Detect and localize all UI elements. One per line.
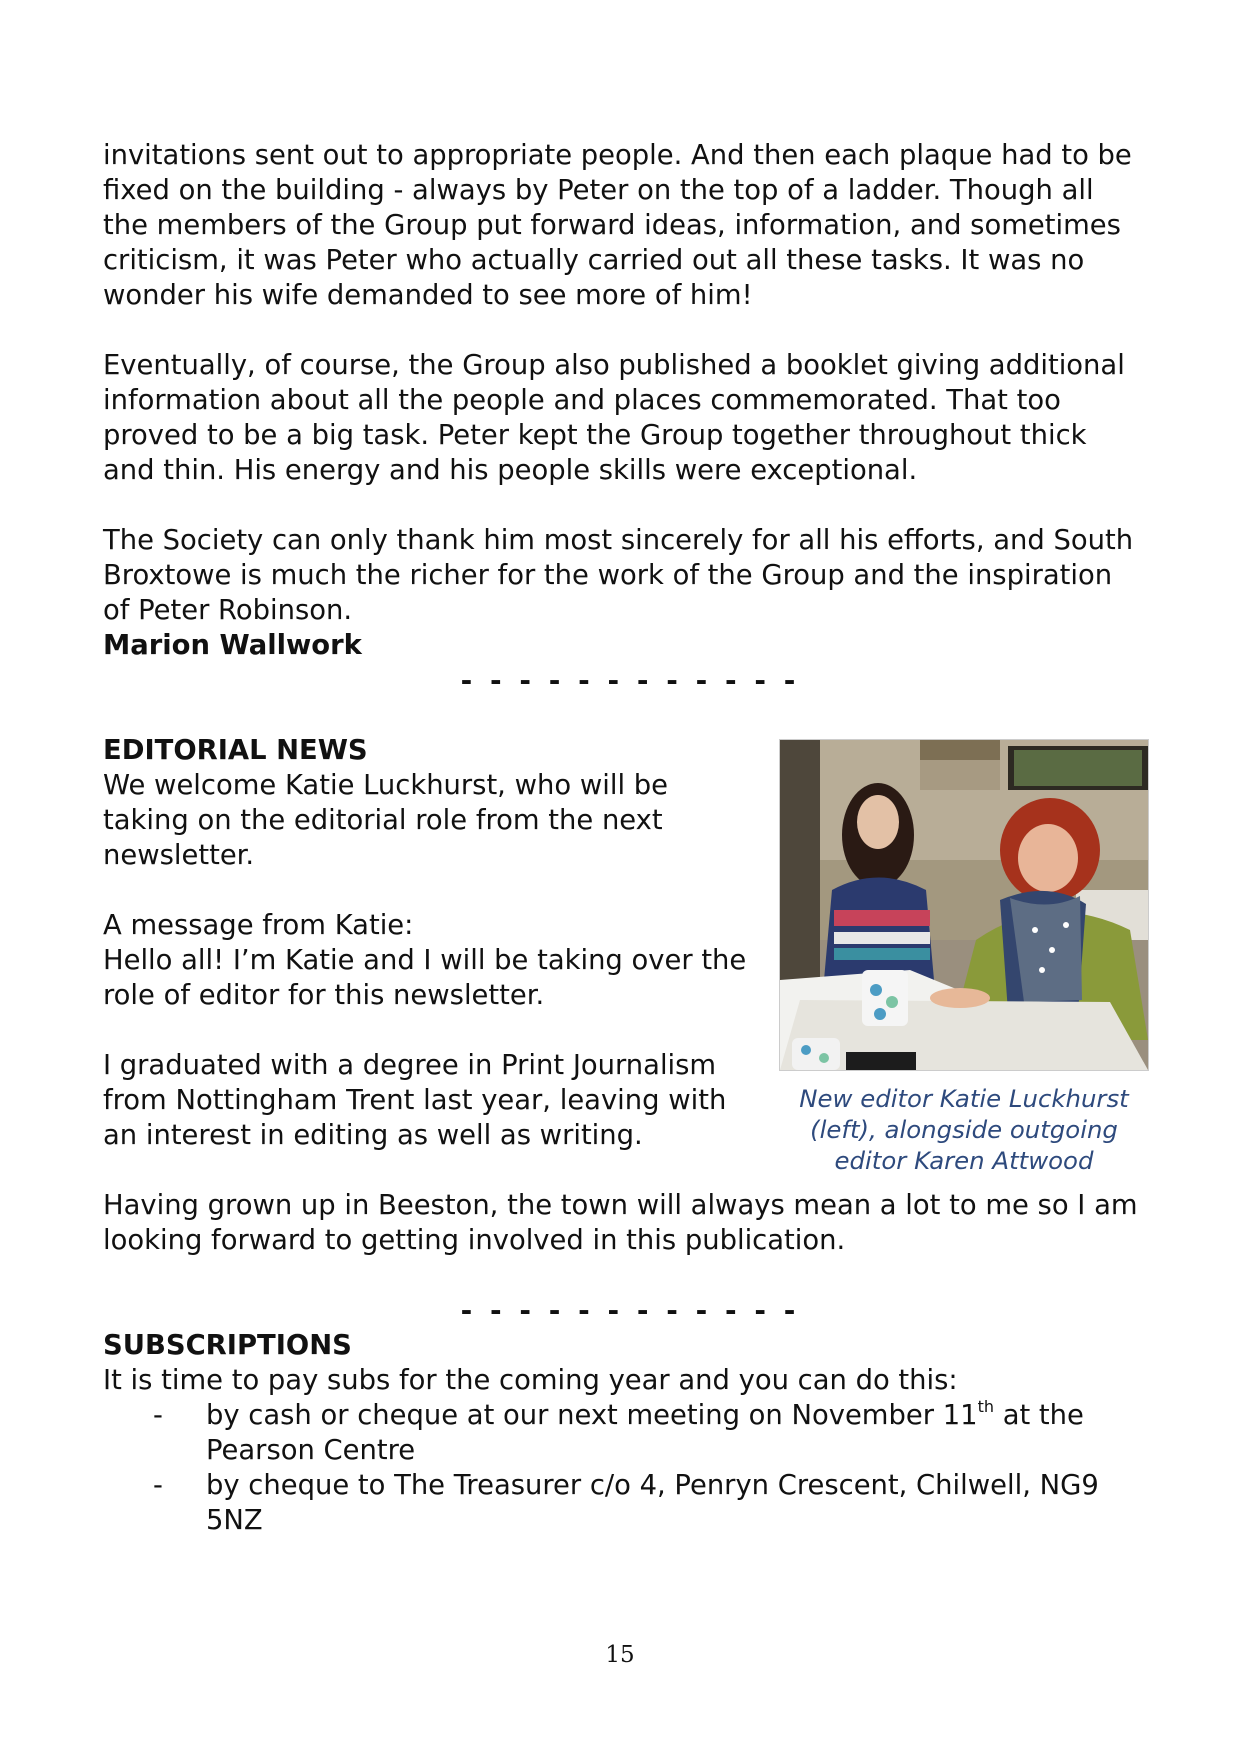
ordinal-suffix: th <box>977 1397 994 1416</box>
list-item-text: by cash or cheque at our next meeting on November 11 <box>206 1400 978 1431</box>
payment-options-list <box>103 1398 1143 1538</box>
paragraph: invitations sent out to appropriate people. And then each plaque had to be fixed on the building - always by Peter on the top of a ladder. Though all the members of the Group put forward ideas, information, and sometimes criticism, it was Peter who actually carried out all these tasks. It was no wonder his wife demanded to see more of him! <box>103 140 1132 311</box>
list-item <box>103 1468 1143 1538</box>
page-number: 15 <box>605 1642 635 1668</box>
paragraph: Having grown up in Beeston, the town will always mean a lot to me so I am looking forward to getting involved in this publication. <box>103 1190 1138 1256</box>
paragraph: It is time to pay subs for the coming year and you can do this: <box>103 1365 958 1396</box>
page-content <box>103 138 1143 1538</box>
author-signature: Marion Wallwork <box>103 630 362 661</box>
paragraph: The Society can only thank him most sincerely for all his efforts, and South Broxtowe is much the richer for the work of the Group and the inspiration of Peter Robinson. <box>103 525 1134 626</box>
editor-photo <box>779 739 1149 1071</box>
list-item-text: at the Pearson Centre <box>206 1400 1084 1466</box>
section-heading: SUBSCRIPTIONS <box>103 1330 352 1361</box>
photo-caption: New editor Katie Luckhurst (left), alongside outgoing editor Karen Attwood <box>799 1084 1129 1175</box>
paragraph: Hello all! I’m Katie and I will be taking over the role of editor for this newsletter. <box>103 945 747 1011</box>
paragraph: Eventually, of course, the Group also published a booklet giving additional information about all the people and places commemorated. That too proved to be a big task. Peter kept the Group together throughout thick and thin. His energy and his people skills were exceptional. <box>103 350 1125 486</box>
paragraph: A message from Katie: <box>103 910 414 941</box>
subscriptions-section <box>103 1328 1143 1538</box>
list-bullet: - <box>153 1400 163 1431</box>
list-bullet: - <box>153 1470 163 1501</box>
paragraph: I graduated with a degree in Print Journalism from Nottingham Trent last year, leaving with an interest in editing as well as writing. <box>103 1050 727 1151</box>
editorial-news-section <box>103 733 1143 1175</box>
list-item-text: by cheque to The Treasurer c/o 4, Penryn Crescent, Chilwell, NG9 5NZ <box>206 1470 1099 1536</box>
section-divider: - - - - - - - - - - - - <box>460 1294 800 1327</box>
editor-photo-figure <box>779 739 1149 1176</box>
list-item <box>103 1398 1143 1468</box>
paragraph: We welcome Katie Luckhurst, who will be taking on the editorial role from the next newsletter. <box>103 770 668 871</box>
section-divider: - - - - - - - - - - - - <box>460 664 800 697</box>
section-heading: EDITORIAL NEWS <box>103 735 368 766</box>
